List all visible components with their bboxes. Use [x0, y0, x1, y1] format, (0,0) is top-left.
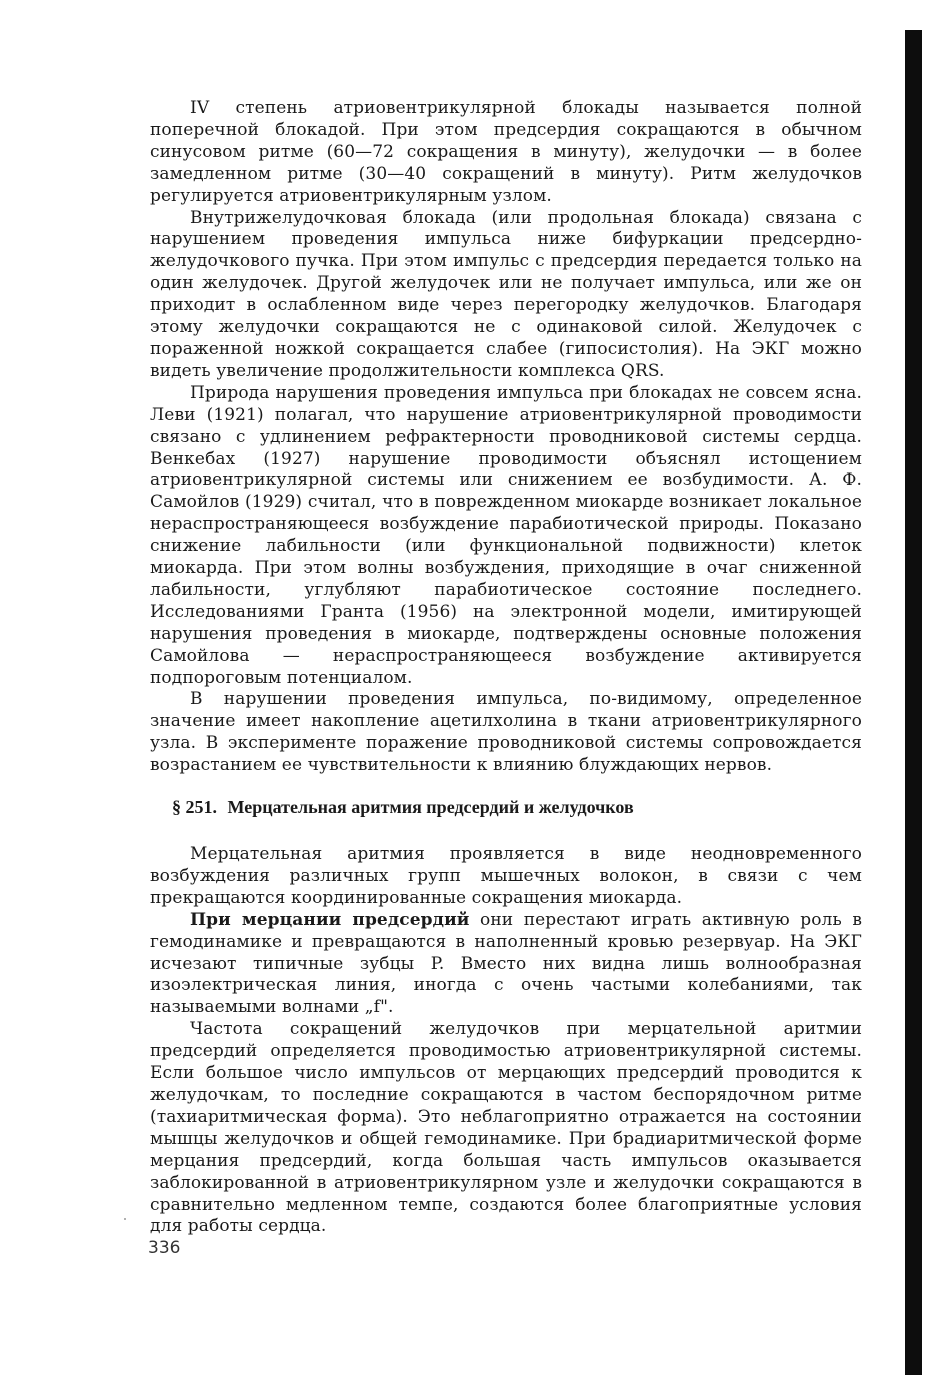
paragraph-acetylcholine: В нарушении проведения импульса, по-видимому, определенное значение имеет накопление ацетилхолина в ткани атриовентрикулярного узла. В эксперименте поражение проводниковой системы сопровождается возрастанием ее чувствительности к влиянию блуждающих нервов. — [150, 689, 862, 776]
section-heading — [172, 795, 862, 819]
paragraph-atrial-fibrillation — [150, 910, 862, 1020]
scan-speck — [124, 1218, 126, 1220]
paragraph-lead-bold: При мерцании предсердий — [190, 909, 470, 930]
page-number: 336 — [148, 1238, 181, 1258]
scan-edge-bar — [905, 30, 922, 1375]
body-text-top — [150, 98, 862, 777]
paragraph-fibrillation-definition: Мерцательная аритмия проявляется в виде неодновременного возбуждения различных групп мышечных волокон, в связи с чем прекращаются координированные сокращения миокарда. — [150, 844, 862, 908]
paragraph-ventricular-rate: Частота сокращений желудочков при мерцательной аритмии предсердий определяется проводимостью атриовентрикулярной системы. Если большое число импульсов от мерцающих предсердий проводится к желудочкам, то последние сокращаются в частом беспорядочном ритме (тахиаритмическая форма). Это неблагоприятно отражается на состоянии мышцы желудочков и общей гемодинамике. При брадиаритмической форме мерцания предсердий, когда большая часть импульсов оказывается заблокированной в атриовентрикулярном узле и желудочки сокращаются в сравнительно медленном темпе, создаются более благоприятные условия для работы сердца. — [150, 1019, 862, 1237]
section-title: Мерцательная аритмия предсердий и желудочков — [227, 797, 634, 817]
body-text-bottom — [150, 844, 862, 1238]
section-number: § 251. — [172, 797, 217, 817]
paragraph-block-nature: Природа нарушения проведения импульса при блокадах не совсем ясна. Леви (1921) полагал, что нарушение атриовентрикулярной проводимости связано с удлинением рефрактерности проводниковой системы сердца. Венкебах (1927) нарушение проводимости объяснял истощением атриовентрикулярной системы или снижением ее возбудимости. А. Ф. Самойлов (1929) считал, что в поврежденном миокарде возникает локальное нераспространяющееся возбуждение парабиотической природы. Показано снижение лабильности (или функциональной подвижности) клеток миокарда. При этом волны возбуждения, приходящие в очаг сниженной лабильности, углубляют парабиотическое состояние последнего. Исследованиями Гранта (1956) на электронной модели, имитирующей нарушения проведения в миокарде, подтверждены основные положения Самойлова — нераспространяющееся возбуждение активируется подпороговым потенциалом. — [150, 382, 862, 688]
paragraph-av-block-degree-4: IV степень атриовентрикулярной блокады называется полной поперечной блокадой. При этом предсердия сокращаются в обычном синусовом ритме (60—72 сокращения в минуту), желудочки — в более замедленном ритме (30—40 сокращений в минуту). Ритм желудочков регулируется атриовентрикулярным узлом. — [150, 98, 862, 206]
paragraph-intraventricular-block: Внутрижелудочковая блокада (или продольная блокада) связана с нарушением проведения импульса ниже бифуркации предсердно-желудочкового пучка. При этом импульс с предсердия передается только на один желудочек. Другой желудочек или не получает импульса, или же он приходит в ослабленном виде через перегородку желудочков. Благодаря этому желудочки сокращаются не с одинаковой силой. Желудочек с пораженной ножкой сокращается слабее (гипосистолия). На ЭКГ можно видеть увеличение продолжительности комплекса QRS. — [150, 207, 862, 381]
paragraph-lead-rest: они перестают играть активную роль в гемодинамике и превращаются в наполненный кровью резервуар. На ЭКГ исчезают типичные зубцы P. Вместо них видна лишь волнообразная изоэлектрическая линия, иногда с очень частыми колебаниями, так называемыми волнами „f". — [150, 909, 862, 1018]
